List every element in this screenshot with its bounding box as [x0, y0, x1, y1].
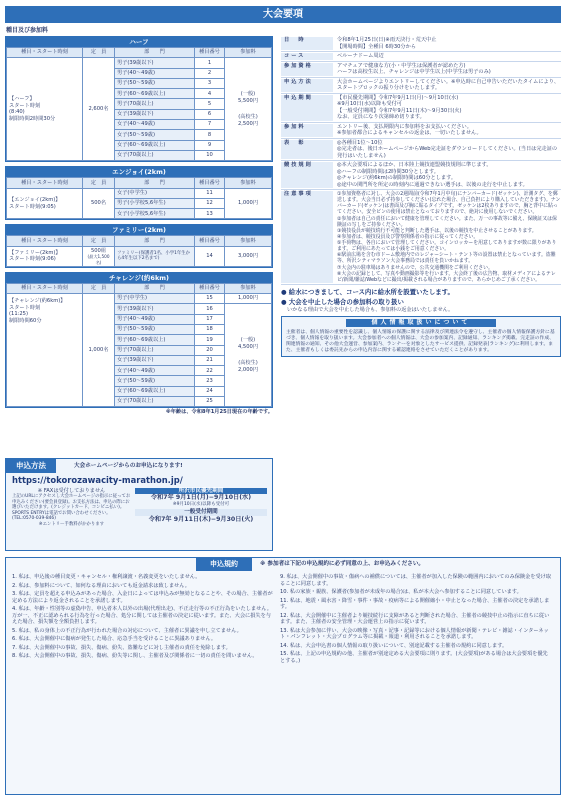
event-number: 20	[195, 345, 225, 355]
half-section	[5, 36, 273, 162]
event-number: 19	[195, 335, 225, 345]
info-row-method	[281, 78, 561, 94]
events-table-area	[5, 36, 273, 416]
division: 女子(60〜69歳以上)	[115, 386, 195, 396]
division: 女子(50〜59歳)	[115, 130, 195, 140]
fee-value: 5,500円	[237, 97, 259, 104]
division: 男子(39歳以下)	[115, 304, 195, 314]
terms-item: 5. 私は、私の身体上の不正行為が行われた場合の対応について、主催者に異議を申し立てません。	[12, 627, 242, 634]
info-label: 表 彰	[281, 140, 333, 160]
event-number: 18	[195, 324, 225, 334]
division: 女子(中学生)	[115, 188, 195, 198]
col-fee: 参加料	[225, 178, 272, 188]
application-intro: 大会ホームページからのお申込になります!	[74, 462, 183, 469]
col-event: 種目・スタート時刻	[7, 283, 83, 293]
terms-item: 15. 私は、上記の申込規約の他、主催者が別途定める大会要項に則ります。(大会要項)がある場合は大会要項を優先とする。)	[280, 651, 548, 664]
general-period: 令和7年 9月11日(木)−9月30日(火)	[148, 515, 254, 523]
terms-item: 12. 私は、大会開催中に主催者より競技続行に支障があると判断された場合、主催者の競技中止の指示に直ちに従います。また、主催者の安全管理・大会運営上の指示に従います。	[280, 612, 550, 625]
col-number: 種目番号	[195, 48, 225, 58]
challenge-event-cell	[7, 294, 83, 407]
fee-label: (一般)	[240, 91, 256, 98]
fee-value: 2,500円	[237, 120, 259, 127]
terms-item: 13. 私は大会参加に伴い、大会の映像・写真・記事・記録等における個人情報が新聞・テレビ・雑誌・インターネット・パンフレット・大会プログラム等に掲載・報道・利用されることを承諾します。	[280, 627, 549, 640]
citizen-period-header: 所沢市民優先期間	[135, 488, 267, 495]
app-instructions: 上記のURLにアクセスし大会ホームページの指示に従ってお申込みください(要会員登録)。お支払方法は、申込の際にお選びいただけます。(クレジットカード、コンビニ払い)。	[12, 494, 131, 510]
division: 男子(40〜49歳)	[115, 68, 195, 78]
age-note: ※年齢は、令和8年1月25日現在の年齢です。	[165, 409, 273, 416]
event-number: 13	[195, 209, 225, 219]
enjoy-fee: 1,000円	[225, 188, 272, 219]
terms-item: 11. 私は、地震・風水害・降雪・事件・事故・疫病等による開催縮小・中止となった場合、主催者の決定を承諾します。	[280, 597, 550, 610]
fee-label: (高校生)	[238, 114, 258, 121]
event-number: 24	[195, 386, 225, 396]
col-capacity: 定 員	[83, 236, 115, 246]
privacy-header: 個人情報取扱いについて	[346, 319, 496, 327]
terms-item: 2. 私は、参加料について、如何なる理由においても返金請求は致しません。	[12, 582, 190, 589]
enjoy-start: スタート時刻(9:05)	[9, 203, 56, 210]
event-number: 2	[195, 68, 225, 78]
col-event: 種目・スタート時刻	[7, 178, 83, 188]
challenge-fee	[225, 304, 272, 407]
division: 女子(39歳以下)	[115, 109, 195, 119]
event-number: 17	[195, 314, 225, 324]
half-table	[6, 47, 272, 161]
event-number: 22	[195, 366, 225, 376]
info-row-fee	[281, 123, 561, 139]
col-number: 種目番号	[195, 283, 225, 293]
event-number: 16	[195, 304, 225, 314]
event-number: 3	[195, 78, 225, 88]
terms-left-column	[12, 574, 280, 666]
col-division: 部 門	[115, 283, 195, 293]
half-header: ハーフ	[6, 37, 272, 47]
col-fee: 参加料	[225, 236, 272, 246]
info-row-course	[281, 52, 561, 62]
event-number: 8	[195, 130, 225, 140]
challenge-table	[6, 283, 272, 408]
enjoy-header: エンジョイ(2km)	[6, 167, 272, 177]
challenge-limit: 制限時間60分	[9, 317, 42, 324]
division: 女子(70歳以上)	[115, 397, 195, 407]
division: 男子(70歳以上)	[115, 99, 195, 109]
col-event: 種目・スタート時刻	[7, 48, 83, 58]
terms-item: 3. 私は、定員を超える申込みがあった場合、入金日によっては申込みが無効となることや、その場合、主催者が定める方法により返金されることを承諾します。	[12, 591, 273, 604]
event-number: 10	[195, 150, 225, 160]
division: 女子(70歳以上)	[115, 150, 195, 160]
terms-item: 9. 私は、大会開催中の事故・傷病への補償については、主催者が加入した保険の範囲内においてのみ保険金を受け取ることに同意します。	[280, 574, 552, 587]
division: 男子(40〜49歳)	[115, 314, 195, 324]
enjoy-event-cell	[7, 188, 83, 219]
half-capacity: 2,600名	[83, 58, 115, 161]
enjoy-table	[6, 177, 272, 219]
event-number: 9	[195, 140, 225, 150]
event-number: 1	[195, 58, 225, 68]
event-number: 12	[195, 198, 225, 208]
info-value: 令和8年1月25日(日)※雨天決行・荒天中止 【開場時間】全種目 6時30分から	[337, 37, 437, 50]
col-division: 部 門	[115, 178, 195, 188]
notice-cancel: ● 大会を中止した場合の参加料の取り扱い	[281, 297, 404, 306]
family-section	[5, 224, 273, 267]
terms-item: 4. 私は、年齢・性別等の虚偽申告、申込者本人以外の出場(代理出走)、不正走行等の不正行為をいたしません。万が一、不正に認められる行為を行った場合、処分に関しては主催者の決定に従います。また、大会に損失を与えた場合、損失額を全額負担します。	[12, 606, 272, 625]
division: 女子(60〜69歳以上)	[115, 140, 195, 150]
half-limit: 制限時間2時間30分	[9, 115, 56, 122]
division: 男子(50〜59歳)	[115, 324, 195, 334]
info-label: 日 時	[281, 37, 333, 50]
terms-subheader: ※ 参加者は下記の申込規約に必ず同意の上、お申込みください。	[260, 561, 425, 567]
citizen-period-note: ※9月10日(水)以降も受付可	[172, 502, 230, 508]
col-number: 種目番号	[195, 178, 225, 188]
info-label: 申込期間	[281, 95, 333, 121]
info-label: 注意事項	[281, 191, 333, 283]
info-value: ◎本大会要項によるほか、日本陸上競技連盟競技規則に準じます。 ◎ハーフの制限時間は2時間30分とします。 ◎チャレンジ(約6km)の制限時間は60分とします。 ◎途中の関門所を所定の時刻内に通過できない選手は、以後の走行を中止します。	[337, 162, 528, 188]
info-row-period	[281, 94, 561, 123]
info-label: 参加料	[281, 124, 333, 137]
col-number: 種目番号	[195, 236, 225, 246]
info-label: 競技規則	[281, 162, 333, 188]
enjoy-capacity: 500名	[83, 188, 115, 219]
page-title: 大会要項	[263, 9, 303, 20]
info-value: ①参加資格者に対し、大会の2週間前(令和7年1月中旬)にナンバーカード(ゼッケン)、計測タグ、を郵送します。大会当日必ず持参してください(忘れた場合、自己負担により購入していただきます)。ナンバーカード(ゼッケン)は書面及び胸に貼るタイプです。ゼッケンは2枚ありますので、胸と背中に貼ってください。安全ピンの使用は禁止となっておりますので、絶対に使用しないでください。 ②参加者は自己の責任において健康を管理してください。また、万一の事故等に備え、保険証又は保険証の写しをご持参ください。 ③競技役員が競技続行不可能と判断した選手は、以後の競技を中止させることがあります。 ④参加者は、競技役員及び警察関係者の指示に従ってください。 ⑤手荷物は、各自において管理してください。コインロッカーを用意してありますが数に限りがあります。ご利用にあたっては小銭をご用意ください。 ⑥駅前広場を含む市ドーム敷地内でのレジャーシート・テント等の設置は禁止となっています。盗難等、所沢シティマラソン大会事務局では責任を負いかねます。 ⑦大会内の駐車場はありませんので、公共交通機関をご利用ください。 ⑧大会の記録として、写真や動画撮影等を行います。大会終了後の広告物、取材メディアによるテレビ/新聞/雑誌/Webなどに撮出/掲載される場合がありますので、あらかじめご了承ください。	[337, 191, 561, 283]
info-row-notes	[281, 190, 561, 285]
terms-right-column	[280, 574, 552, 666]
half-event-cell	[7, 58, 83, 161]
family-capacity-value: 500組	[90, 247, 107, 254]
info-value: アマチュアで健康な方(小・中学生は保護者が認めた方) ハーフは高校生以上、チャレンジは中学生以上(中学生は男子のみ)	[337, 62, 491, 75]
privacy-text: 主催者は、個人情報の重要性を認識し、個人情報の保護に関する法律及び関連法令を遵守し、主催者の個人情報保護方針に基づき、個人情報を取り扱います。大会参加者への個人情報は、大会の参加案内、記録通知、ランキング掲載、完走証の作成、関連情報の通知、その他大会運営、参加案内、ランナーを対象としたサービス提供、記録発表(ランキング)に利用します。また、主催者もしくは委託先からの申込内容に関する確認連絡をさせていただくことがあります。	[286, 329, 555, 353]
challenge-header: チャレンジ(約6km)	[6, 273, 272, 283]
division: 男子(60〜69歳以上)	[115, 89, 195, 99]
family-capacity	[83, 246, 115, 266]
notice-water: ● 給水につきまして、コース内に給水所を設置いたします。	[281, 287, 454, 296]
event-number: 14	[195, 246, 225, 266]
col-event: 種目・スタート時刻	[7, 236, 83, 246]
col-capacity: 定 員	[83, 283, 115, 293]
family-capacity-max: (最大1,500名)	[87, 254, 110, 265]
division: 女子(小学校5,6年生)	[115, 209, 195, 219]
terms-item: 7. 私は、大会開催中の事故、損失、傷病、紛失、盗難などに対し主催者の責任を免除します。	[12, 644, 231, 651]
division: 男子(小学校5,6年生)	[115, 198, 195, 208]
terms-item: 6. 私は、大会開催中に傷病が発生した場合、応急手当を受けることに異議ありません。	[12, 636, 217, 642]
challenge-start-time: (11:25)	[9, 311, 28, 318]
half-event-name: 【ハーフ】	[9, 96, 35, 103]
division: 女子(40〜49歳)	[115, 366, 195, 376]
event-number: 11	[195, 188, 225, 198]
col-fee: 参加料	[225, 283, 272, 293]
terms-item: 10. 私の家族・親族、保護者(参加者が未成年の場合)は、私が本大会へ参加することに同意しています。	[280, 589, 522, 595]
division: 男子(39歳以下)	[115, 58, 195, 68]
half-start-label: スタート時刻	[9, 102, 41, 109]
half-start-time: (8:40)	[9, 109, 25, 116]
division: 男子(50〜59歳)	[115, 78, 195, 88]
enjoy-section	[5, 166, 273, 220]
division: 女子(50〜59歳)	[115, 376, 195, 386]
terms-box	[5, 557, 561, 795]
fee-value: 2,000円	[237, 366, 259, 373]
col-division: 部 門	[115, 236, 195, 246]
col-fee: 参加料	[225, 48, 272, 58]
info-value: 大会ホームページよりエントリーしてください。※申込時に自己申告いただいたタイムにより、スタートブロックの振り分けをいたします。	[337, 78, 560, 91]
col-capacity: 定 員	[83, 178, 115, 188]
general-period-header: 一般受付期間	[135, 509, 267, 516]
challenge-event-name: 【チャレンジ(約6km)】	[9, 298, 66, 305]
event-number: 21	[195, 355, 225, 365]
info-label: コース	[281, 53, 333, 60]
fax-note: ※ FAXは受付しておりません	[37, 487, 106, 494]
half-fee	[225, 58, 272, 161]
info-label: 参加資格	[281, 63, 333, 76]
family-event-cell	[7, 246, 83, 266]
info-value: エントリー後、支払期限内に参加料をお支払いください。 ※参加者都合によるキャンセルの返金は、一切いたしません。	[337, 123, 482, 136]
family-fee: 3,000円	[225, 246, 272, 266]
fee-label: (一般)	[240, 337, 256, 344]
page-title-banner	[5, 6, 561, 23]
info-row-rules	[281, 161, 561, 190]
family-header: ファミリー(2km)	[6, 225, 272, 235]
family-table	[6, 235, 272, 266]
fee-value: 4,500円	[237, 343, 259, 350]
enjoy-event-name: 【エンジョイ(2km)】	[9, 197, 61, 203]
challenge-capacity: 1,000名	[83, 294, 115, 407]
terms-item: 14. 私は、大会申込書の個人情報の取り扱いについて、別途記載する主催者の規約に同意します。	[280, 642, 508, 649]
terms-header: 申込規約	[196, 558, 252, 571]
notice-cancel-detail: いかなる理由で大会を中止した場合も、参加料の返金はいたしません。	[287, 306, 454, 313]
info-row-date	[281, 36, 561, 52]
website-url[interactable]: https://tokorozawacity-marathon.jp/	[12, 475, 183, 485]
event-number: 5	[195, 99, 225, 109]
section-label: 種目及び参加料	[6, 27, 49, 34]
event-number: 6	[195, 109, 225, 119]
division: 女子(39歳以下)	[115, 355, 195, 365]
division: ファミリー(保護者1名、小学1年生から4年生以下2名まで)	[115, 246, 195, 266]
info-value: ベルーナドーム周辺	[337, 53, 384, 59]
info-row-eligibility	[281, 62, 561, 78]
event-number: 25	[195, 397, 225, 407]
event-number: 4	[195, 89, 225, 99]
info-value: ◎各種目1位〜10位 ◎完走者は、後日ホームページからWeb完走証をダウンロードしてください。(当日は完走証の発行はいたしません)	[337, 139, 558, 159]
division: 女子(40〜49歳)	[115, 120, 195, 130]
challenge-start-label: スタート時刻	[9, 304, 41, 311]
info-label: 申込方法	[281, 79, 333, 92]
challenge-fee-junior: 1,000円	[225, 294, 272, 304]
event-number: 7	[195, 120, 225, 130]
col-capacity: 定 員	[83, 48, 115, 58]
family-event-name: 【ファミリー(2km)】	[9, 249, 61, 256]
privacy-box	[281, 316, 561, 356]
info-row-awards	[281, 139, 561, 162]
fee-label: (高校生)	[238, 360, 258, 367]
terms-item: 8. 私は、大会開催中の事故、損失、傷病、紛失等に関し、主催者及び関係者に一切の責任を問いません。	[12, 653, 258, 659]
event-number: 15	[195, 294, 225, 304]
citizen-period: 令和7年 9月1日(月)−9月10日(水)	[150, 494, 252, 502]
division: 男子(70歳以上)	[115, 345, 195, 355]
family-start: スタート時刻(9:06)	[9, 256, 56, 263]
app-fee-note: ※エントリー手数料がかかります	[38, 521, 105, 527]
application-box	[5, 458, 273, 551]
info-value: 【市民優先期間】令和7年9月1日(月)〜9月10日(水) ※9月10日(水)以降も受付可 【一般受付期間】令和7年9月11日(木)〜9月30日(火) なお、定員になり次第締め切ります。	[337, 94, 462, 120]
app-phone: SPORTS ENTRYは電話でお問い合わせください。(TEL:0570-039-846)	[12, 510, 111, 521]
application-header: 申込方法	[6, 459, 56, 473]
division: 男子(60〜69歳以上)	[115, 335, 195, 345]
event-number: 23	[195, 376, 225, 386]
col-division: 部 門	[115, 48, 195, 58]
event-info	[281, 36, 561, 357]
division: 男子(中学生)	[115, 294, 195, 304]
terms-item: 1. 私は、申込後の種目変更・キャンセル・権利譲渡・名義変更をいたしません。	[12, 574, 201, 580]
challenge-section	[5, 272, 273, 409]
